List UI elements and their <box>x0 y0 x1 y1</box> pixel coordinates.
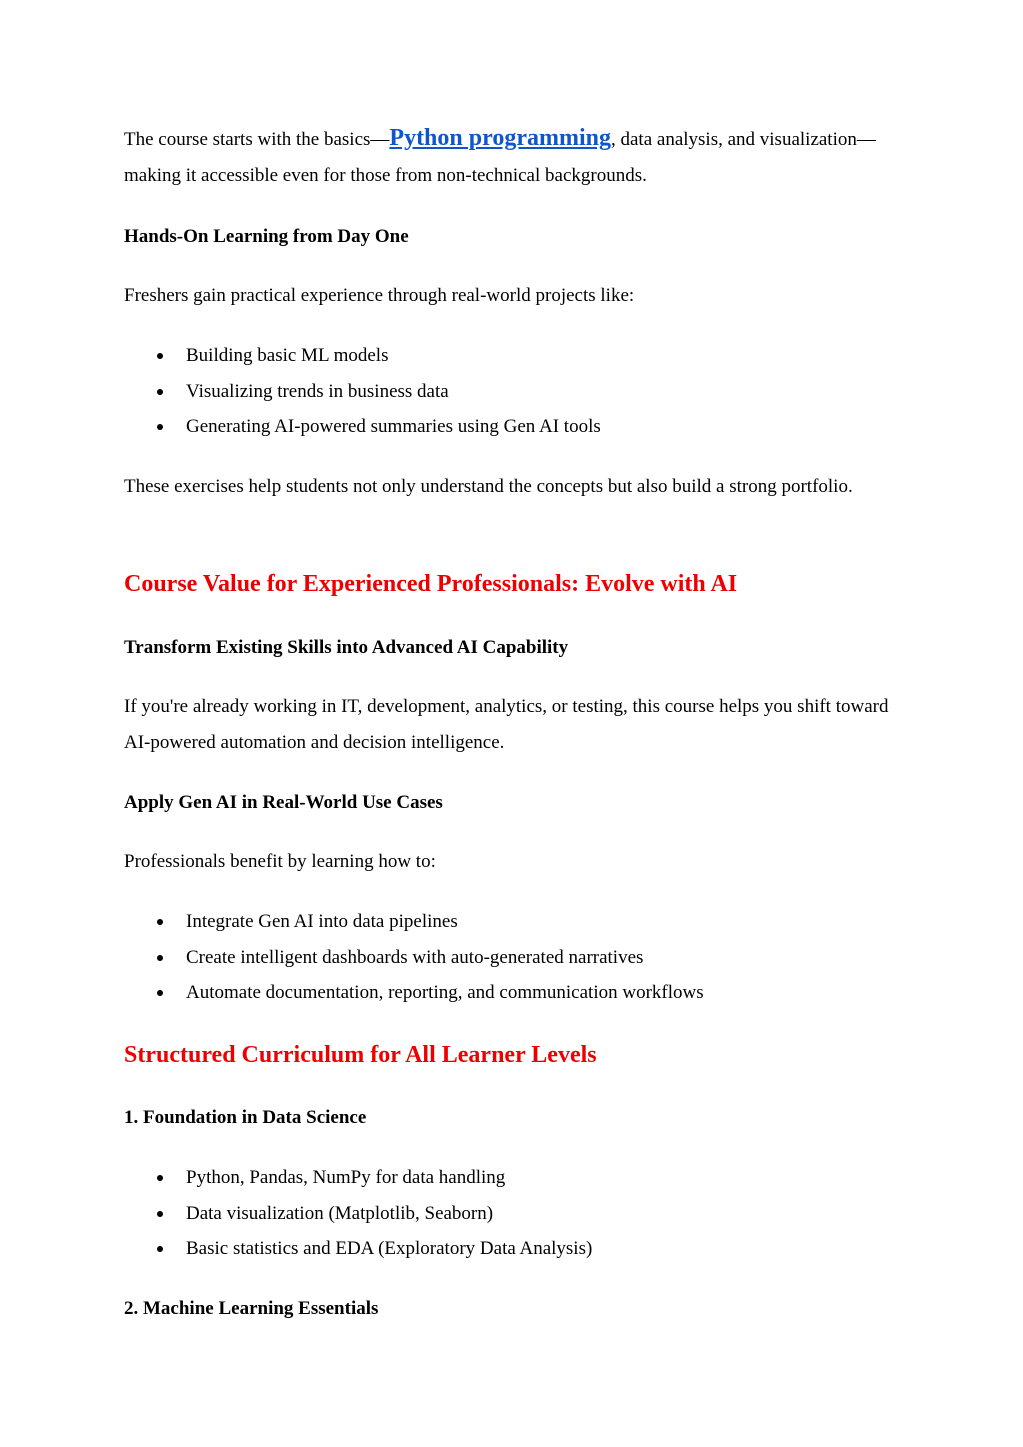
list-item: Generating AI-powered summaries using Gen AI tools <box>124 409 924 445</box>
transform-skills-subheading: Transform Existing Skills into Advanced AI Capability <box>124 637 569 658</box>
list-item: Visualizing trends in business data <box>124 374 924 410</box>
intro-text-start: The course starts with the basics— <box>124 129 390 150</box>
professionals-heading: Course Value for Experienced Professionals: Evolve with AI <box>124 571 738 597</box>
handson-lead: Freshers gain practical experience through real-world projects like: <box>124 285 635 306</box>
intro-paragraph <box>124 120 914 194</box>
curriculum-heading: Structured Curriculum for All Learner Levels <box>124 1042 597 1068</box>
professionals-benefit-list <box>124 904 924 1011</box>
list-item: Integrate Gen AI into data pipelines <box>124 904 924 940</box>
list-item: Basic statistics and EDA (Exploratory Data Analysis) <box>124 1231 924 1267</box>
handson-project-list <box>124 338 924 445</box>
list-item: Python, Pandas, NumPy for data handling <box>124 1160 924 1196</box>
list-item: Building basic ML models <box>124 338 924 374</box>
foundation-topic-list <box>124 1160 924 1267</box>
professionals-paragraph: If you're already working in IT, development, analytics, or testing, this course helps you shift toward AI-powered automation and decision intelligence. <box>124 696 889 753</box>
ml-essentials-subheading: 2. Machine Learning Essentials <box>124 1298 379 1319</box>
list-item: Data visualization (Matplotlib, Seaborn) <box>124 1196 924 1232</box>
foundation-subheading: 1. Foundation in Data Science <box>124 1107 367 1128</box>
intro-text-end: , data analysis, and visualization—making it accessible even for those from non-technical backgrounds. <box>124 129 876 186</box>
handson-heading: Hands-On Learning from Day One <box>124 226 409 247</box>
list-item: Automate documentation, reporting, and communication workflows <box>124 975 924 1011</box>
handson-closing: These exercises help students not only understand the concepts but also build a strong portfolio. <box>124 476 853 497</box>
python-programming-link[interactable]: Python programming <box>389 125 611 151</box>
apply-genai-subheading: Apply Gen AI in Real-World Use Cases <box>124 792 443 813</box>
list-item: Create intelligent dashboards with auto-generated narratives <box>124 940 924 976</box>
professionals-lead: Professionals benefit by learning how to: <box>124 851 436 872</box>
